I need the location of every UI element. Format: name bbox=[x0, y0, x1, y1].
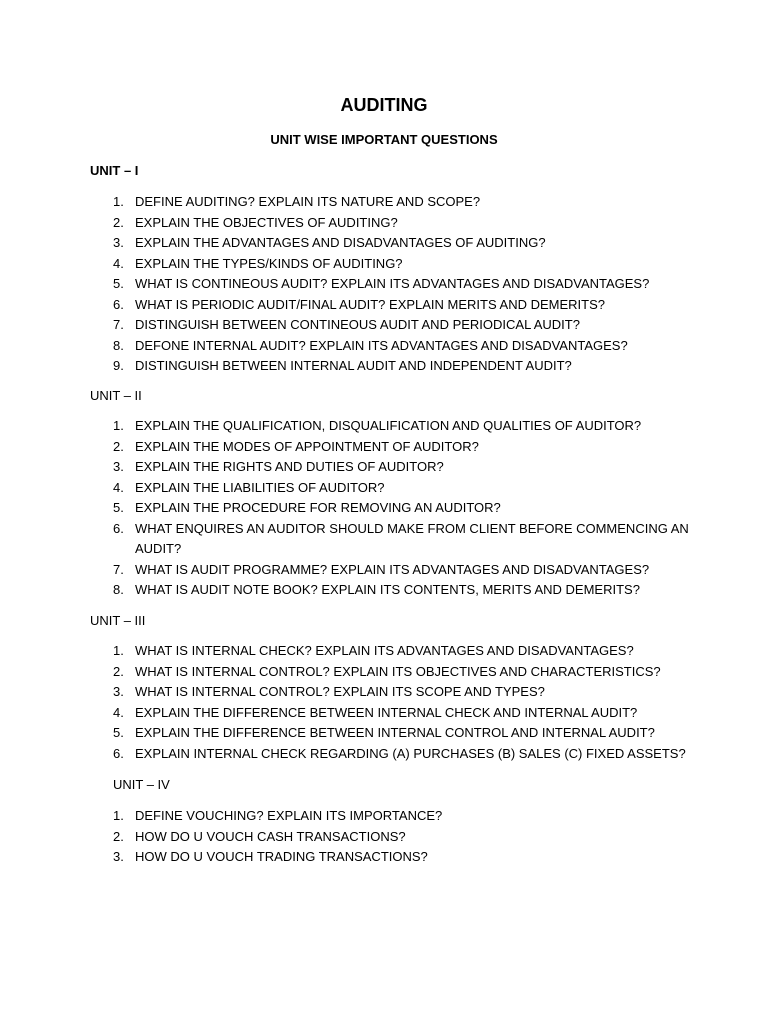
question-number: 8. bbox=[113, 582, 124, 597]
question-item bbox=[0, 847, 768, 868]
question-item bbox=[0, 744, 768, 765]
question-text: EXPLAIN THE DIFFERENCE BETWEEN INTERNAL CONTROL AND INTERNAL AUDIT? bbox=[135, 725, 655, 740]
question-item bbox=[0, 192, 768, 213]
question-number: 7. bbox=[113, 561, 124, 577]
question-number: 5. bbox=[113, 725, 124, 740]
question-number: 1. bbox=[113, 808, 124, 823]
question-item bbox=[0, 478, 768, 499]
question-item bbox=[0, 213, 768, 234]
question-number: 3. bbox=[113, 235, 124, 250]
document-subtitle: UNIT WISE IMPORTANT QUESTIONS bbox=[270, 132, 498, 147]
question-item bbox=[0, 356, 768, 377]
question-item bbox=[0, 560, 768, 581]
question-item bbox=[0, 662, 768, 683]
question-text: WHAT IS INTERNAL CHECK? EXPLAIN ITS ADVANTAGES AND DISADVANTAGES? bbox=[135, 643, 634, 658]
question-number: 4. bbox=[113, 704, 124, 720]
question-number: 2. bbox=[113, 828, 124, 844]
question-number: 7. bbox=[113, 317, 124, 332]
unit-4-question-list bbox=[0, 806, 768, 868]
question-text: WHAT IS INTERNAL CONTROL? EXPLAIN ITS OBJECTIVES AND CHARACTERISTICS? bbox=[135, 663, 661, 679]
document-title: AUDITING bbox=[340, 95, 428, 115]
question-number: 6. bbox=[113, 296, 124, 312]
question-item bbox=[0, 233, 768, 254]
question-text: WHAT IS CONTINEOUS AUDIT? EXPLAIN ITS ADVANTAGES AND DISADVANTAGES? bbox=[135, 276, 650, 291]
unit-1-question-list bbox=[0, 192, 768, 377]
unit-1-heading: UNIT – I bbox=[90, 163, 139, 178]
question-item bbox=[0, 336, 768, 357]
question-item bbox=[0, 457, 768, 478]
question-number: 4. bbox=[113, 479, 124, 495]
question-number: 5. bbox=[113, 276, 124, 291]
question-number: 2. bbox=[113, 663, 124, 679]
question-text: EXPLAIN THE ADVANTAGES AND DISADVANTAGES OF AUDITING? bbox=[135, 235, 546, 250]
question-text: WHAT IS INTERNAL CONTROL? EXPLAIN ITS SCOPE AND TYPES? bbox=[135, 684, 545, 699]
question-text: WHAT IS AUDIT NOTE BOOK? EXPLAIN ITS CONTENTS, MERITS AND DEMERITS? bbox=[135, 582, 640, 597]
question-text: WHAT ENQUIRES AN AUDITOR SHOULD MAKE FROM CLIENT BEFORE COMMENCING AN AUDIT? bbox=[135, 520, 689, 556]
question-text: EXPLAIN THE TYPES/KINDS OF AUDITING? bbox=[135, 255, 403, 271]
question-number: 1. bbox=[113, 194, 124, 209]
question-item bbox=[0, 580, 768, 601]
question-item bbox=[0, 682, 768, 703]
question-text: DISTINGUISH BETWEEN INTERNAL AUDIT AND INDEPENDENT AUDIT? bbox=[135, 358, 572, 373]
question-item bbox=[0, 295, 768, 316]
question-number: 3. bbox=[113, 684, 124, 699]
question-text: EXPLAIN THE PROCEDURE FOR REMOVING AN AUDITOR? bbox=[135, 500, 501, 515]
question-text: EXPLAIN THE LIABILITIES OF AUDITOR? bbox=[135, 479, 385, 495]
question-item bbox=[0, 498, 768, 519]
question-text: HOW DO U VOUCH TRADING TRANSACTIONS? bbox=[135, 849, 428, 864]
question-number: 3. bbox=[113, 849, 124, 864]
question-number: 3. bbox=[113, 459, 124, 474]
question-number: 9. bbox=[113, 358, 124, 373]
unit-2-heading: UNIT – II bbox=[90, 388, 142, 403]
question-number: 6. bbox=[113, 745, 124, 761]
question-text: WHAT IS PERIODIC AUDIT/FINAL AUDIT? EXPLAIN MERITS AND DEMERITS? bbox=[135, 296, 606, 312]
question-item bbox=[0, 723, 768, 744]
question-item bbox=[0, 274, 768, 295]
unit-4-heading: UNIT – IV bbox=[113, 777, 170, 792]
question-text: DEFONE INTERNAL AUDIT? EXPLAIN ITS ADVANTAGES AND DISADVANTAGES? bbox=[135, 337, 628, 353]
question-item bbox=[0, 254, 768, 275]
question-item bbox=[0, 437, 768, 458]
question-item bbox=[0, 519, 768, 560]
question-item bbox=[0, 703, 768, 724]
question-text: EXPLAIN INTERNAL CHECK REGARDING (A) PURCHASES (B) SALES (C) FIXED ASSETS? bbox=[135, 745, 686, 761]
question-text: DISTINGUISH BETWEEN CONTINEOUS AUDIT AND PERIODICAL AUDIT? bbox=[135, 317, 580, 332]
question-item bbox=[0, 416, 768, 437]
question-item bbox=[0, 806, 768, 827]
question-item bbox=[0, 827, 768, 848]
question-text: EXPLAIN THE DIFFERENCE BETWEEN INTERNAL CHECK AND INTERNAL AUDIT? bbox=[135, 704, 638, 720]
question-number: 5. bbox=[113, 500, 124, 515]
question-item bbox=[0, 315, 768, 336]
question-text: EXPLAIN THE MODES OF APPOINTMENT OF AUDITOR? bbox=[135, 438, 479, 454]
question-number: 6. bbox=[113, 520, 124, 536]
unit-3-heading: UNIT – III bbox=[90, 613, 146, 628]
question-text: EXPLAIN THE QUALIFICATION, DISQUALIFICATION AND QUALITIES OF AUDITOR? bbox=[135, 418, 642, 433]
question-number: 2. bbox=[113, 438, 124, 454]
unit-2-question-list bbox=[0, 416, 768, 601]
question-item bbox=[0, 641, 768, 662]
question-text: DEFINE AUDITING? EXPLAIN ITS NATURE AND SCOPE? bbox=[135, 194, 481, 209]
question-number: 1. bbox=[113, 418, 124, 433]
question-text: DEFINE VOUCHING? EXPLAIN ITS IMPORTANCE? bbox=[135, 808, 443, 823]
question-text: EXPLAIN THE OBJECTIVES OF AUDITING? bbox=[135, 214, 398, 230]
question-number: 4. bbox=[113, 255, 124, 271]
question-number: 1. bbox=[113, 643, 124, 658]
question-text: EXPLAIN THE RIGHTS AND DUTIES OF AUDITOR? bbox=[135, 459, 444, 474]
question-text: WHAT IS AUDIT PROGRAMME? EXPLAIN ITS ADVANTAGES AND DISADVANTAGES? bbox=[135, 561, 650, 577]
question-number: 8. bbox=[113, 337, 124, 353]
question-text: HOW DO U VOUCH CASH TRANSACTIONS? bbox=[135, 828, 406, 844]
question-number: 2. bbox=[113, 214, 124, 230]
unit-3-question-list bbox=[0, 641, 768, 764]
